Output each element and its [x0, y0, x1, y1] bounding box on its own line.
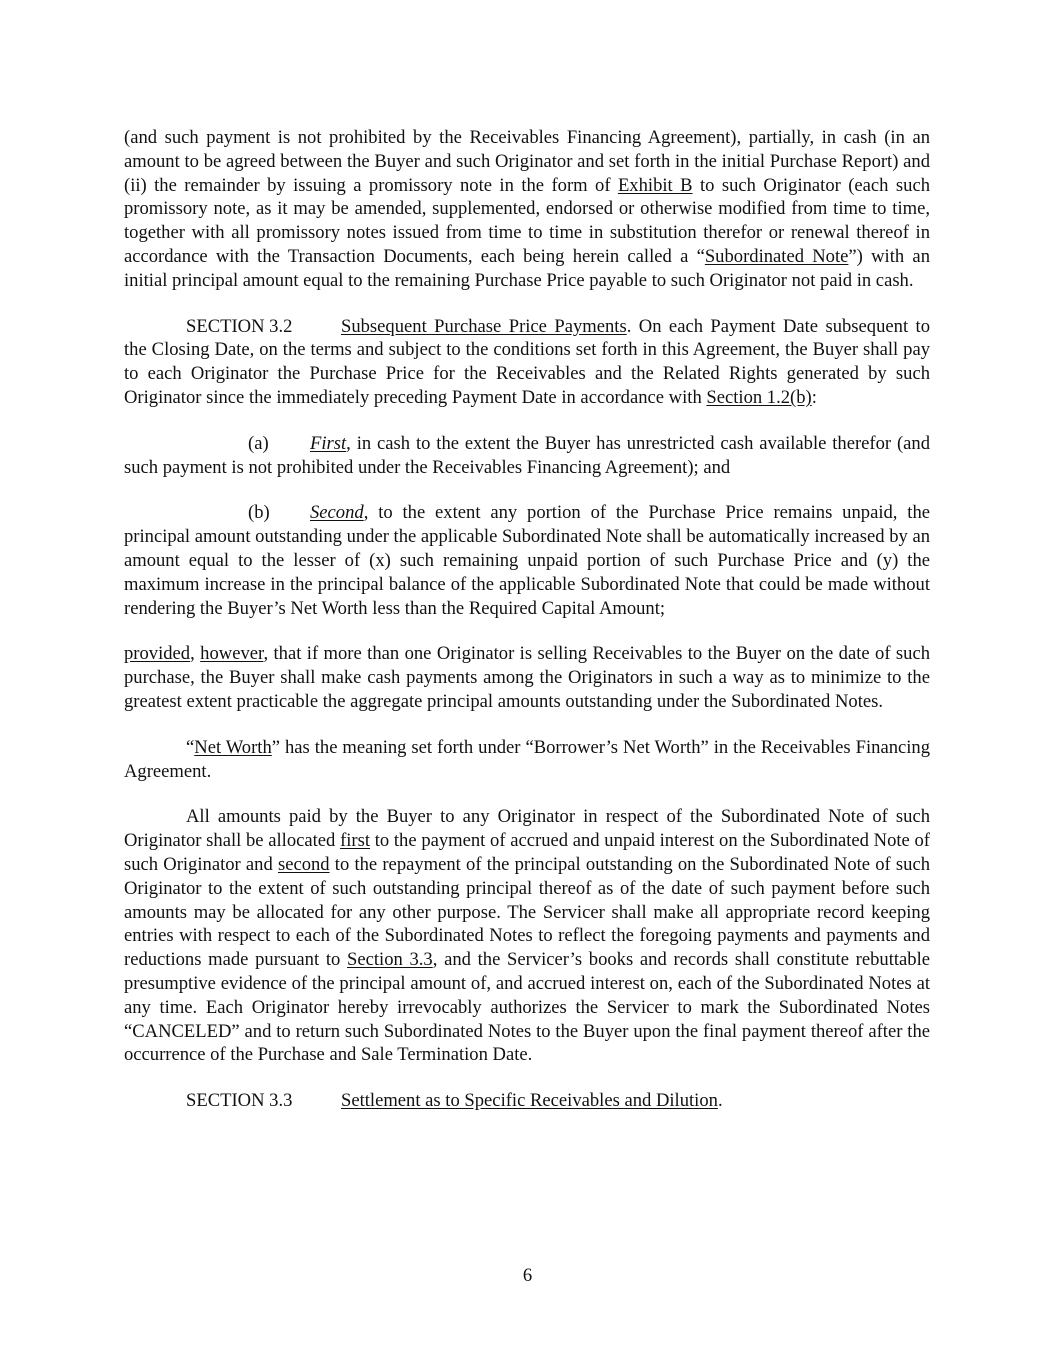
allocation-paragraph	[124, 805, 930, 1067]
emphasis-second: second	[277, 853, 330, 875]
paragraph-text: All amounts paid by the Buyer to any Originator in respect of the Subordinated Note of such Originator shall be allocated	[124, 806, 930, 852]
paragraph-text: (and such payment is not prohibited by the Receivables Financing Agreement), partially, in cash (in an amount to be agreed between the Buyer and such Originator and set forth in the initial Purchase Report) and (ii) the remainder by issuing a promissory note in the form of	[124, 127, 930, 196]
paragraph-text: , that if more than one Originator is selling Receivables to the Buyer on the date of such purchase, the Buyer shall make cash payments among the Originators in such a way as to minimize to the greatest extent practicable the aggregate principal amounts outstanding under the Subordinated Notes.	[124, 643, 930, 712]
paragraph-text: ,	[190, 643, 201, 665]
net-worth-definition-paragraph	[124, 736, 930, 784]
document-page	[124, 126, 930, 1113]
paragraph-text: .	[717, 1090, 723, 1112]
section-heading: Subsequent Purchase Price Payments	[341, 315, 627, 337]
section-1-2-b-reference[interactable]: Section 1.2(b)	[706, 386, 812, 408]
section-3-3-heading-paragraph	[124, 1089, 930, 1113]
exhibit-b-reference[interactable]: Exhibit B	[617, 174, 693, 196]
clause-label: (a)	[248, 432, 269, 454]
paragraph-text: to the repayment of the principal outstanding on the Subordinated Note of such Originator to the extent of such outstanding principal thereof as of the date of such payment before such amounts may be allocated for any other purpose. The Servicer shall make all appropriate record keeping entries with respect to each of the Subordinated Notes to reflect the foregoing payments and payments and reductions made pursuant to	[124, 853, 931, 971]
paragraph-text: ”) with an initial principal amount equal to the remaining Purchase Price payable to such Originator not paid in cash.	[124, 245, 930, 291]
section-number: SECTION 3.3	[186, 1090, 293, 1112]
clause-lead-word: First	[310, 432, 347, 454]
continuation-paragraph	[124, 126, 930, 293]
clause-label: (b)	[248, 502, 270, 524]
paragraph-text: ” has the meaning set forth under “Borrower’s Net Worth” in the Receivables Financing Agreement.	[124, 736, 931, 782]
emphasis-first: first	[340, 830, 371, 852]
proviso-paragraph	[124, 642, 930, 713]
paragraph-text: :	[811, 386, 817, 408]
section-heading: Settlement as to Specific Receivables and Dilution	[341, 1090, 718, 1112]
paragraph-text: “	[186, 736, 195, 758]
defined-term-subordinated-note: Subordinated Note	[704, 245, 849, 267]
paragraph-text: to the payment of accrued and unpaid interest on the Subordinated Note of such Originator and	[124, 830, 930, 875]
paragraph-text: , to the extent any portion of the Purchase Price remains unpaid, the principal amount outstanding under the applicable Subordinated Note shall be automatically increased by an amount equal to the lesser of (x) such remaining unpaid portion of such Purchase Price and (y) the maximum increase in the principal balance of the applicable Subordinated Note that could be made without rendering the Buyer’s Net Worth less than the Required Capital Amount;	[124, 502, 931, 619]
proviso-term: provided	[124, 643, 191, 665]
section-3-2-paragraph	[124, 315, 930, 410]
section-3-3-reference[interactable]: Section 3.3	[347, 949, 433, 971]
clause-b-paragraph	[124, 501, 930, 620]
paragraph-text: . On each Payment Date subsequent to the Closing Date, on the terms and subject to the conditions set forth in this Agreement, the Buyer shall pay to each Originator the Purchase Price for the Receivables and the Related Rights generated by such Originator since the immediately preceding Payment Date in accordance with	[124, 315, 931, 408]
clause-a-paragraph	[124, 432, 930, 480]
section-number: SECTION 3.2	[186, 315, 293, 337]
clause-lead-word: Second	[310, 502, 364, 524]
paragraph-text: , in cash to the extent the Buyer has unrestricted cash available therefor (and such payment is not prohibited under the Receivables Financing Agreement); and	[124, 432, 930, 478]
page-number: 6	[522, 1265, 533, 1286]
defined-term-net-worth: Net Worth	[194, 736, 272, 758]
paragraph-text: to such Originator (each such promissory note, as it may be amended, supplemented, endorsed or otherwise modified from time to time, together with all promissory notes issued from time to time in substitution therefor or renewal thereof in accordance with the Transaction Documents, each being herein called a “	[124, 174, 930, 267]
proviso-term: however	[200, 643, 264, 665]
paragraph-text: , and the Servicer’s books and records shall constitute rebuttable presumptive evidence of the principal amount of, and accrued interest on, each of the Subordinated Notes at any time. Each Originator hereby irrevocably authorizes the Servicer to mark the Subordinated Notes “CANCELED” and to return such Subordinated Notes to the Buyer upon the final payment thereof after the occurrence of the Purchase and Sale Termination Date.	[124, 949, 931, 1066]
